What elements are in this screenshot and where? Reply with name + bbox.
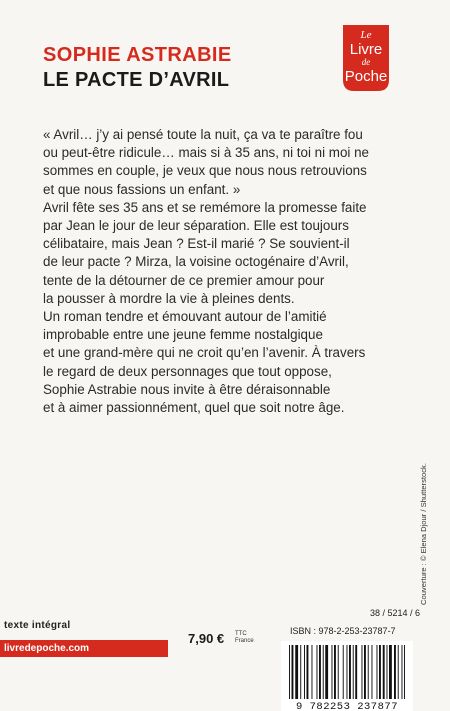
- blurb-line: ou peut-être ridicule… mais si à 35 ans, ni toi ni moi ne: [43, 145, 369, 161]
- blurb-line: le regard de deux personnages que tout oppose,: [43, 363, 332, 379]
- barcode-bar: [304, 645, 305, 699]
- blurb-line: la pousser à mordre la vie à pleines dents.: [43, 290, 295, 306]
- blurb-line: sommes en couple, je veux que nous nous retrouvions: [43, 163, 367, 179]
- blurb-line: « Avril… j’y ai pensé toute la nuit, ça va te paraître fou: [43, 127, 363, 142]
- blurb-line: Un roman tendre et émouvant autour de l’amitié: [43, 309, 327, 325]
- barcode-bar: [312, 645, 313, 699]
- barcode-bar: [387, 645, 388, 699]
- barcode-bar: [334, 645, 336, 699]
- barcode-bar: [338, 645, 339, 699]
- cover-photo-credit: Couverture : © Elena Djour / Shutterstock.: [419, 463, 428, 605]
- price-note: [235, 631, 254, 645]
- blurb-line: et à aimer passionnément, quel que soit notre âge.: [43, 400, 345, 416]
- barcode-bar: [379, 645, 381, 699]
- isbn-barcode: [281, 641, 413, 711]
- price-note-ttc: TTC: [235, 631, 247, 637]
- blurb-line: célibataire, mais Jean ? Est-il marié ? Se souvient-il: [43, 236, 350, 252]
- barcode-bar: [325, 645, 328, 699]
- barcode-bar: [398, 645, 399, 699]
- logo-text-poche: Poche: [344, 68, 388, 85]
- barcode-bar: [372, 645, 373, 699]
- price-note-country: France: [235, 638, 254, 644]
- barcode-bar: [292, 645, 294, 699]
- barcode-bar: [368, 645, 369, 699]
- barcode-bar: [389, 645, 392, 699]
- blurb-line: et que nous fassions un enfant. »: [43, 181, 241, 197]
- barcode-bar: [364, 645, 366, 699]
- publisher-website: livredepoche.com: [0, 640, 168, 657]
- barcode-bar: [349, 645, 351, 699]
- barcode-bar: [343, 645, 344, 699]
- barcode-bar: [323, 645, 324, 699]
- blurb-line: Avril fête ses 35 ans et se remémore la promesse faite: [43, 199, 367, 215]
- livre-de-poche-logo: [337, 22, 395, 94]
- barcode-bar: [383, 645, 385, 699]
- edition-label: texte intégral: [4, 620, 71, 631]
- barcode-bar: [295, 645, 298, 699]
- barcode-bar: [307, 645, 309, 699]
- blurb-line: et une grand-mère qui ne croit qu’en l’avenir. À travers: [43, 345, 366, 361]
- barcode-bar: [319, 645, 321, 699]
- barcode-bar: [355, 645, 357, 699]
- barcode-bar: [402, 645, 403, 699]
- barcode-bar: [394, 645, 396, 699]
- barcode-bar: [347, 645, 348, 699]
- barcode-bar: [300, 645, 301, 699]
- barcode-bar: [289, 645, 290, 699]
- barcode-bar: [362, 645, 363, 699]
- catalog-code: 38 / 5214 / 6: [370, 608, 421, 618]
- book-title: LE PACTE D’AVRIL: [43, 69, 230, 91]
- barcode-bar: [317, 645, 318, 699]
- barcode-bar: [332, 645, 333, 699]
- blurb-line: tente de la détourner de ce premier amour pour: [43, 272, 325, 288]
- blurb-line: improbable entre une jeune femme nostalgique: [43, 327, 323, 343]
- blurb-line: de leur pacte ? Mirza, la voisine octogénaire d’Avril,: [43, 254, 349, 270]
- barcode-bar: [353, 645, 354, 699]
- logo-text-le: Le: [360, 29, 372, 41]
- barcode-bar: [404, 645, 405, 699]
- logo-text-livre: Livre: [349, 41, 383, 58]
- author-name: SOPHIE ASTRABIE: [43, 44, 232, 66]
- logo-text-de: de: [361, 57, 371, 67]
- blurb-line: par Jean le jour de leur séparation. Elle est toujours: [43, 218, 349, 234]
- price: 7,90 €: [188, 631, 225, 646]
- isbn: ISBN : 978-2-253-23787-7: [290, 626, 396, 636]
- back-cover-blurb: [43, 126, 423, 417]
- barcode-bar: [377, 645, 378, 699]
- blurb-line: Sophie Astrabie nous invite à être déraisonnable: [43, 381, 331, 397]
- barcode-digits: 9 782253 237877: [295, 701, 399, 711]
